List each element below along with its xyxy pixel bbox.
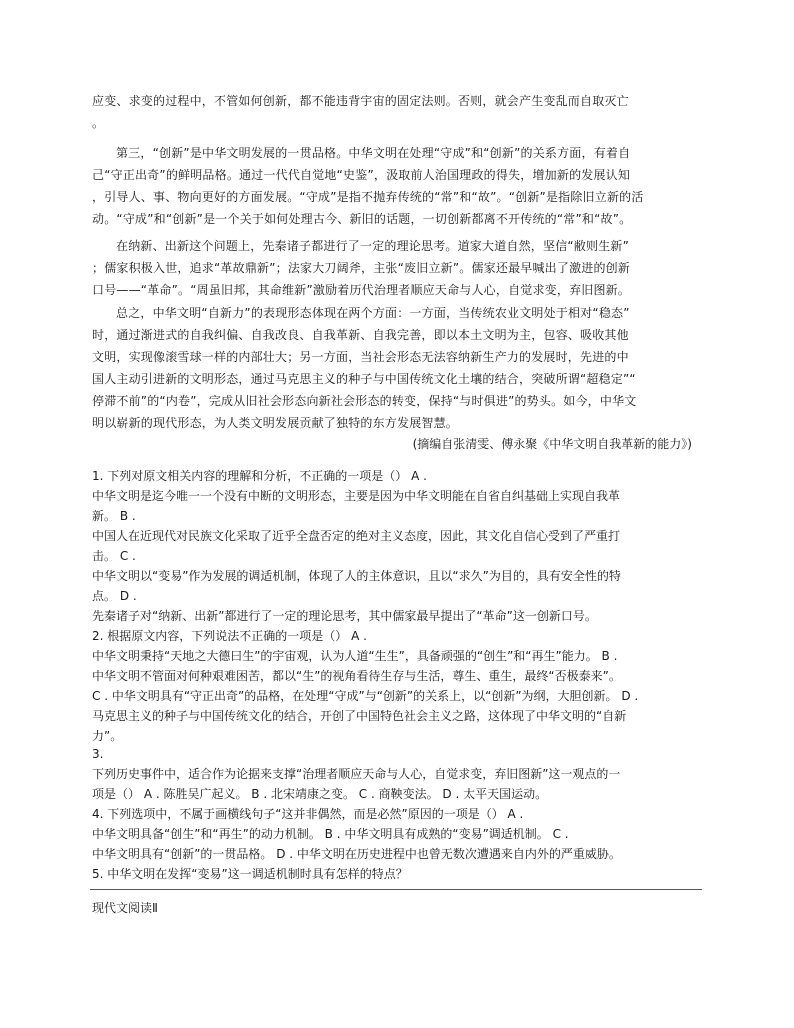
- text-line: 应变、求变的过程中，不管如何创新，都不能违背宇宙的固定法则。否则，就会产生变乱而自取灭亡: [92, 94, 629, 108]
- question-line: 下列历史事件中，适合作为论据来支撑“治理者顺应天命与人心，自觉求变，弃旧图新”这一观点的一: [92, 767, 621, 781]
- question-line: 中国人在近现代对民族文化采取了近乎全盘否定的绝对主义态度，因此，其文化自信心受到了严重打: [92, 529, 621, 543]
- text-line: 停滞不前”的“内卷”，完成从旧社会形态向新社会形态的转变，保持“与时俱进”的势头。如今，中华文: [92, 394, 637, 408]
- source-citation: (摘编自张清雯、傅永聚《中华文明自我革新的能力》): [412, 437, 692, 451]
- paragraph-pre-qin: [92, 235, 704, 301]
- question-line: 4. 下列选项中，不属于画横线句子“这并非偶然，而是必然”原因的一项是（） A .: [92, 807, 524, 821]
- question-line: 马克思主义的种子与中国传统文化的结合，开创了中国特色社会主义之路，这体现了中华文明的“自新: [92, 709, 627, 723]
- text-line: 动。“守成”和“创新”是一个关于如何处理古今、新旧的话题，一切创新都离不开传统的“常”和“故”。: [92, 212, 632, 226]
- question-line: 点。 D .: [92, 589, 137, 603]
- question-line: 3.: [92, 747, 104, 761]
- section-title: 现代文阅读Ⅱ: [92, 901, 158, 915]
- text-line: 国人主动引进新的文明形态，通过马克思主义的种子与中国传统文化土壤的结合，突破所谓“超稳定”“: [92, 372, 636, 386]
- text-line: 总之，中华文明“自新力”的表现形态体现在两个方面：一方面，当传统农业文明处于相对“稳态”: [116, 306, 630, 320]
- text-line: 。: [92, 116, 105, 130]
- text-line: 文明，实现像滚雪球一样的内部壮大；另一方面，当社会形态无法容纳新生产力的发展时，先进的中: [92, 350, 629, 364]
- question-line: 新。 B .: [92, 509, 136, 523]
- text-line: ，引导人、事、物向更好的方面发展。“守成”是指不抛弃传统的“常”和“故”。“创新”是指除旧立新的活: [92, 190, 644, 204]
- text-line: 在纳新、出新这个问题上，先秦诸子都进行了一定的理论思考。道家大道自然，坚信“敝则生新”: [116, 239, 630, 253]
- question-line: 中华文明不管面对何种艰难困苦，都以“生”的视角看待生存与生活，尊生、重生，最终“否极泰来”。: [92, 669, 621, 683]
- question-line: 项是（） A . 陈胜吴广起义。 B . 北宋靖康之变。 C . 商鞅变法。 D . 太平天国运动。: [92, 787, 548, 801]
- paragraph-third-point: [92, 142, 704, 230]
- text-line: 明以崭新的现代形态，为人类文明发展贡献了独特的东方发展智慧。: [92, 416, 459, 430]
- question-line: 先秦诸子对“纳新、出新”都进行了一定的理论思考，其中儒家最早提出了“革命”这一创新口号。: [92, 609, 597, 623]
- paragraph-continuation: [92, 90, 704, 134]
- question-line: 5. 中华文明在发挥“变易”这一调适机制时具有怎样的特点？: [92, 867, 408, 881]
- question-line: C . 中华文明具有“守正出奇”的品格，在处理“守成”与“创新”的关系上，以“创新”为纲，大胆创新。 D .: [92, 689, 639, 703]
- question-line: 中华文明以“变易”作为发展的调适机制，体现了人的主体意识，且以“求久”为目的，具有安全性的特: [92, 569, 621, 583]
- question-line: 中华文明具备“创生”和“再生”的动力机制。 B . 中华文明具有成熟的“变易”调适机制。 C .: [92, 827, 569, 841]
- question-line: 力”。: [92, 729, 123, 743]
- question-line: 1. 下列对原文相关内容的理解和分析，不正确的一项是（） A .: [92, 469, 427, 483]
- question-line: 2. 根据原文内容，下列说法不正确的一项是（） A .: [92, 629, 367, 643]
- question-line: 击。 C .: [92, 549, 136, 563]
- section-divider: [90, 889, 702, 890]
- question-line: 中华文明秉持“天地之大德曰生”的宇宙观，认为人道“生生”，具备顽强的“创生”和“再生”能力。 B .: [92, 649, 618, 663]
- text-line: 第三，“创新”是中华文明发展的一贯品格。中华文明在处理“守成”和“创新”的关系方面，有着自: [116, 146, 631, 160]
- question-line: 中华文明具有“创新”的一贯品格。 D . 中华文明在历史进程中也曾无数次遭遇来自内外的严重威胁。: [92, 847, 621, 861]
- text-line: 己“守正出奇”的鲜明品格。通过一代代自觉地“史鉴”，汲取前人治国理政的得失，增加新的发展认知: [92, 168, 631, 182]
- question-line: 中华文明是迄今唯一一个没有中断的文明形态，主要是因为中华文明能在自省自纠基础上实现自我革: [92, 489, 621, 503]
- paragraph-conclusion: [92, 302, 704, 434]
- text-line: 口号——“革命”。“周虽旧邦，其命维新”激励着历代治理者顺应天命与人心，自觉求变，弃旧图新。: [92, 283, 631, 297]
- text-line: ；儒家积极入世，追求“革故鼎新”；法家大刀阔斧，主张“废旧立新”。儒家还最早喊出了激进的创新: [92, 261, 631, 275]
- text-line: 时，通过渐进式的自我纠偏、自我改良、自我革新、自我完善，即以本土文明为主，包容、吸收其他: [92, 328, 629, 342]
